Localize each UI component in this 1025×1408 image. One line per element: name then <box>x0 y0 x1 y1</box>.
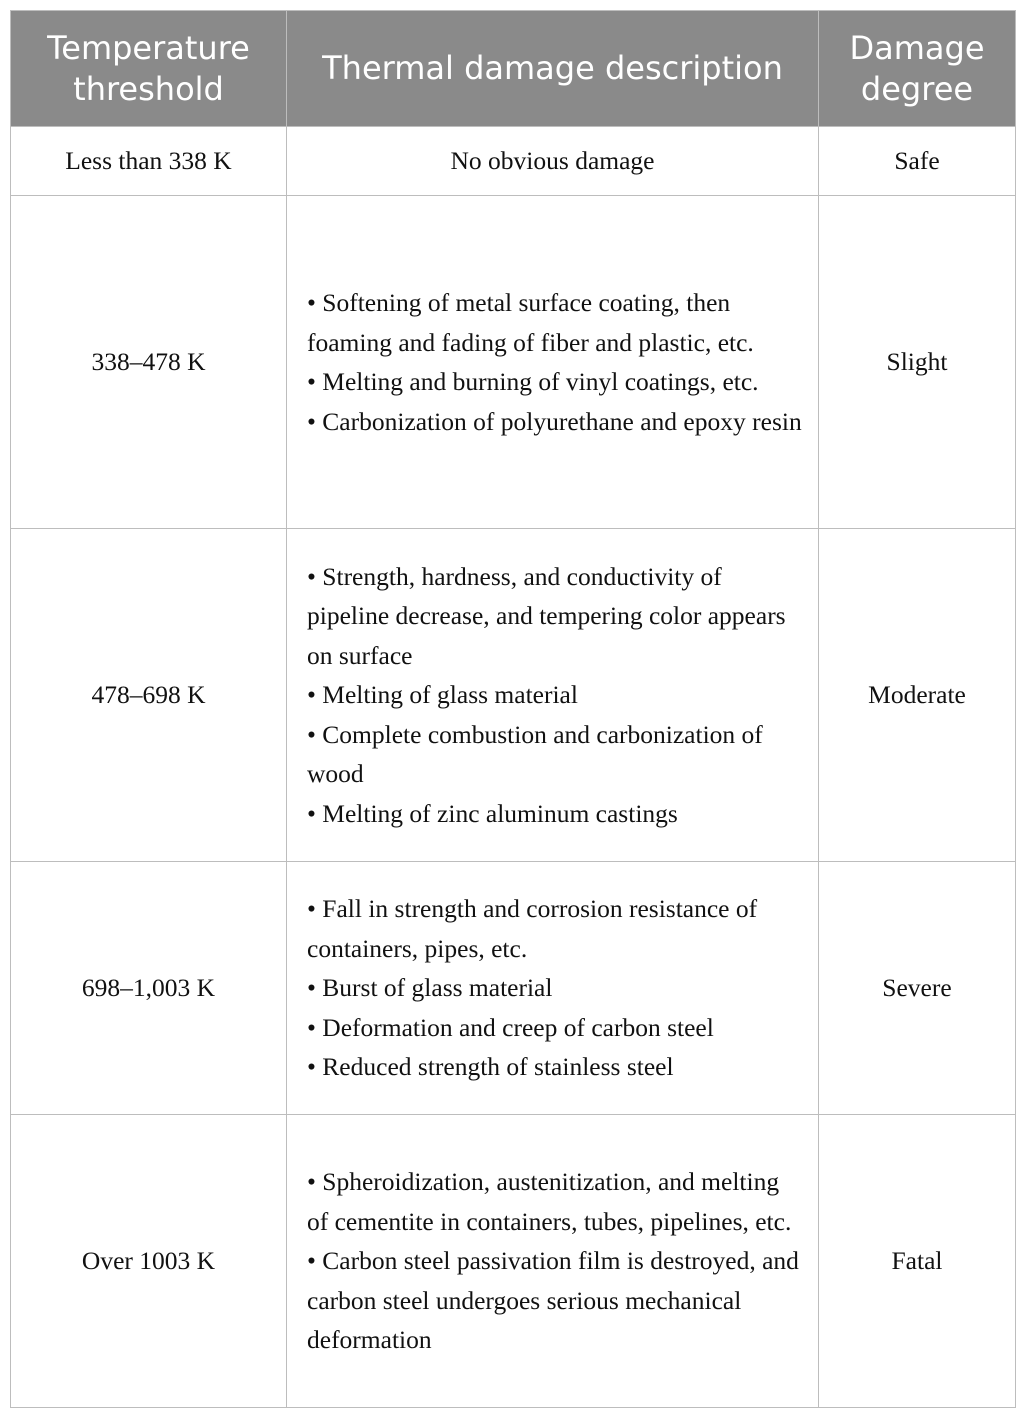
description-cell <box>287 862 819 1115</box>
description-item: • Reduced strength of stainless steel <box>307 1052 674 1082</box>
header-thermal-damage-description: Thermal damage description <box>287 11 819 127</box>
degree-cell: Slight <box>819 196 1016 529</box>
description-item: • Deformation and creep of carbon steel <box>307 1012 714 1042</box>
thermal-damage-table <box>10 10 1016 1408</box>
table-row <box>11 196 1016 529</box>
description-item: No obvious damage <box>450 146 655 176</box>
degree-cell: Safe <box>819 127 1016 196</box>
threshold-cell: Less than 338 K <box>11 127 287 196</box>
header-temperature-threshold: Temperature threshold <box>11 11 287 127</box>
description-item: • Spheroidization, austenitization, and melting of cementite in containers, tubes, pipelines, etc. <box>307 1167 792 1236</box>
table-row <box>11 529 1016 862</box>
threshold-cell: 478–698 K <box>11 529 287 862</box>
threshold-cell: Over 1003 K <box>11 1115 287 1408</box>
description-item: • Melting of zinc aluminum castings <box>307 798 678 828</box>
description-item: • Melting of glass material <box>307 680 578 710</box>
table-row <box>11 1115 1016 1408</box>
description-item: • Melting and burning of vinyl coatings, etc. <box>307 367 759 396</box>
description-item: • Burst of glass material <box>307 973 553 1003</box>
threshold-cell: 338–478 K <box>11 196 287 529</box>
description-item: • Carbon steel passivation film is destroyed, and carbon steel undergoes serious mechanical deformation <box>307 1246 799 1355</box>
degree-cell: Fatal <box>819 1115 1016 1408</box>
description-cell <box>287 529 819 862</box>
description-cell <box>287 196 819 529</box>
table-row <box>11 862 1016 1115</box>
description-item: • Complete combustion and carbonization of wood <box>307 719 763 789</box>
description-item: • Carbonization of polyurethane and epoxy resin <box>307 406 802 436</box>
degree-cell: Severe <box>819 862 1016 1115</box>
description-item: • Strength, hardness, and conductivity of pipeline decrease, and tempering color appears on surface <box>307 561 786 670</box>
description-cell <box>287 127 819 196</box>
description-item: • Softening of metal surface coating, then foaming and fading of fiber and plastic, etc. <box>307 288 754 357</box>
header-row <box>11 11 1016 127</box>
degree-cell: Moderate <box>819 529 1016 862</box>
description-item: • Fall in strength and corrosion resistance of containers, pipes, etc. <box>307 894 758 963</box>
header-damage-degree: Damage degree <box>819 11 1016 127</box>
description-cell <box>287 1115 819 1408</box>
table-row <box>11 127 1016 196</box>
threshold-cell: 698–1,003 K <box>11 862 287 1115</box>
